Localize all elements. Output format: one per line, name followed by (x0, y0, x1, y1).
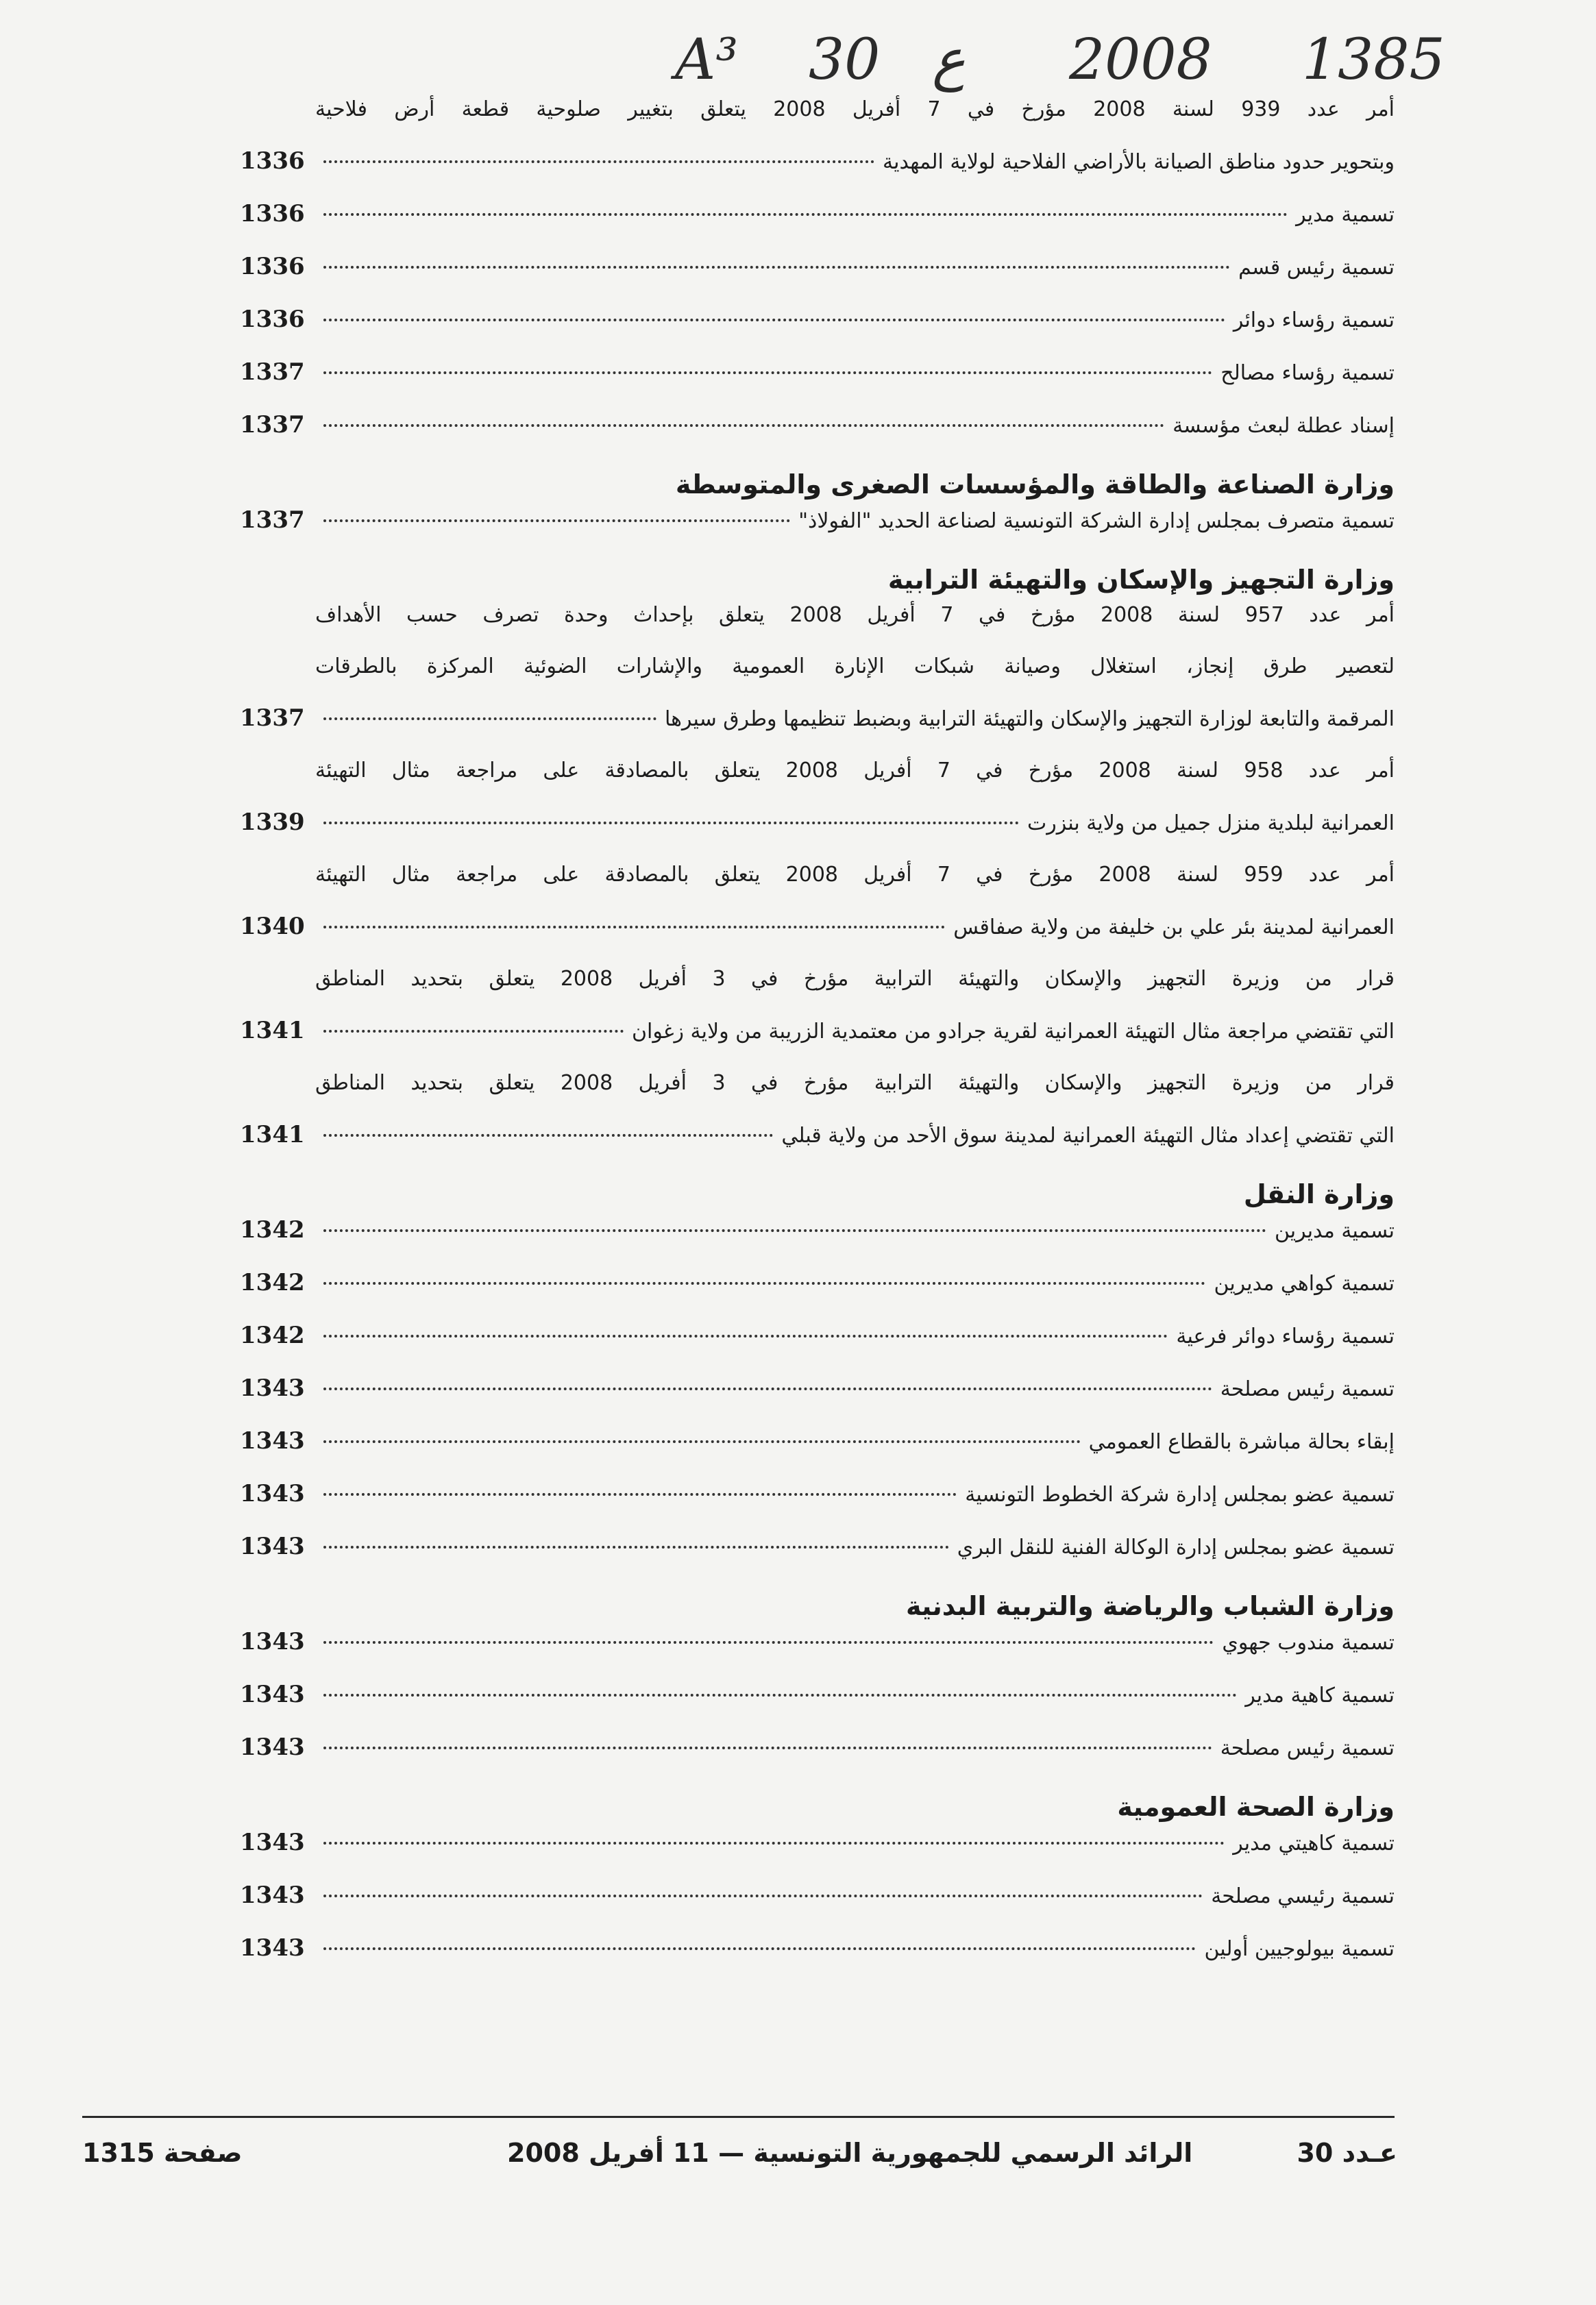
toc-page-number: 1343 (240, 1628, 305, 1655)
toc-entry (240, 1880, 1395, 1912)
toc-entry-text: تسمية بيولوجيين أولين (1204, 1937, 1395, 1961)
toc-entry-text: لتعصير طرق إنجاز، استغلال وصيانة شبكات الإنارة العمومية والإشارات الضوئية المركزة بالطرقات (315, 654, 1395, 678)
toc-page-number: 1343 (240, 1427, 305, 1455)
dot-leader (323, 371, 1212, 374)
toc-entry (240, 1479, 1395, 1510)
toc-entry-text: أمر عدد 939 لسنة 2008 مؤرخ في 7 أفريل 2008 يتعلق بتغيير صلوحية قطعة أرض فلاحية (315, 97, 1395, 121)
toc-page-number: 1336 (240, 147, 305, 175)
toc-entry (240, 1827, 1395, 1859)
toc-page-number: 1337 (240, 411, 305, 439)
dot-leader (323, 822, 1019, 824)
toc-entry-text: إبقاء بحالة مباشرة بالقطاع العمومي (1088, 1430, 1395, 1454)
toc-entry (240, 1120, 1395, 1151)
handwritten-year: 2008 (1069, 27, 1212, 93)
toc-entry (240, 410, 1395, 441)
dot-leader (323, 1440, 1081, 1443)
toc-page-number: 1341 (240, 1017, 305, 1044)
toc-entry-line (240, 95, 1395, 125)
toc-page-number: 1343 (240, 1734, 305, 1761)
toc-entry (240, 1268, 1395, 1299)
table-of-contents (240, 95, 1395, 1986)
toc-page-number: 1341 (240, 1121, 305, 1148)
toc-entry-text: تسمية مدير (1296, 203, 1395, 227)
toc-entry-text: قرار من وزيرة التجهيز والإسكان والتهيئة الترابية مؤرخ في 3 أفريل 2008 يتعلق بتحديد المناطق (315, 1071, 1395, 1095)
toc-page-number: 1343 (240, 1882, 305, 1909)
toc-page-number: 1343 (240, 1681, 305, 1708)
toc-entry-text: تسمية رؤساء دوائر فرعية (1176, 1324, 1395, 1348)
toc-entry-text: تسمية كاهيتي مدير (1233, 1832, 1395, 1856)
toc-entry (240, 1320, 1395, 1352)
dot-leader (323, 1546, 949, 1549)
dot-leader (323, 1842, 1225, 1845)
toc-entry (240, 807, 1395, 839)
toc-entry-text: تسمية كواهي مديرين (1214, 1272, 1395, 1296)
toc-entry-text: قرار من وزيرة التجهيز والإسكان والتهيئة الترابية مؤرخ في 3 أفريل 2008 يتعلق بتحديد المناطق (315, 967, 1395, 991)
toc-entry (240, 1627, 1395, 1658)
toc-entry (240, 703, 1395, 735)
toc-entry-text: إسناد عطلة لبعث مؤسسة (1173, 414, 1395, 438)
toc-entry (240, 1933, 1395, 1964)
ministry-heading: وزارة التجهيز والإسكان والتهيئة الترابية (887, 565, 1395, 595)
dot-leader (323, 1641, 1214, 1644)
dot-leader (323, 424, 1164, 427)
footer-issue: عـدد 30 (1297, 2138, 1397, 2168)
ministry-heading: وزارة الصحة العمومية (1117, 1792, 1395, 1822)
toc-entry (240, 199, 1395, 230)
toc-entry (240, 911, 1395, 943)
toc-entry (240, 357, 1395, 389)
ministry-heading: وزارة النقل (1243, 1179, 1395, 1209)
ministry-heading: وزارة الشباب والرياضة والتربية البدنية (905, 1591, 1395, 1621)
toc-entry-line (240, 652, 1395, 682)
handwritten-ref: A³ (675, 27, 739, 93)
dot-leader (323, 1694, 1237, 1697)
toc-page-number: 1343 (240, 1829, 305, 1856)
toc-page-number: 1336 (240, 306, 305, 333)
footer-page-number: صفحة 1315 (82, 2138, 243, 2168)
toc-entry (240, 1426, 1395, 1457)
handwritten-number: 30 (809, 27, 881, 93)
toc-entry (240, 1679, 1395, 1711)
dot-leader (323, 519, 790, 522)
toc-entry-text: تسمية عضو بمجلس إدارة الوكالة الفنية للنقل البري (957, 1536, 1395, 1560)
toc-entry-text: تسمية رؤساء دوائر (1233, 308, 1395, 332)
toc-page-number: 1342 (240, 1216, 305, 1244)
toc-page-number: 1343 (240, 1934, 305, 1962)
toc-entry-line (240, 1068, 1395, 1098)
toc-entry-line (240, 860, 1395, 890)
toc-page-number: 1343 (240, 1533, 305, 1560)
dot-leader (323, 1335, 1168, 1338)
dot-leader (323, 266, 1230, 269)
dot-leader (323, 160, 874, 163)
dot-leader (323, 1282, 1205, 1285)
toc-entry-text: تسمية كاهية مدير (1245, 1684, 1395, 1708)
dot-leader (323, 717, 656, 720)
footer-divider (82, 2116, 1395, 2118)
toc-entry-text: العمرانية لمدينة بئر علي بن خليفة من ولاية صفاقس (953, 915, 1395, 939)
toc-entry-text: تسمية رئيس مصلحة (1220, 1736, 1395, 1760)
toc-entry-text: تسمية عضو بمجلس إدارة شركة الخطوط التونسية (965, 1483, 1395, 1507)
toc-entry-text: العمرانية لبلدية منزل جميل من ولاية بنزرت (1027, 811, 1395, 835)
dot-leader (323, 1947, 1196, 1950)
dot-leader (323, 1030, 624, 1033)
toc-entry (240, 1732, 1395, 1764)
toc-entry-text: التي تقتضي إعداد مثال التهيئة العمرانية لمدينة سوق الأحد من ولاية قبلي (781, 1124, 1395, 1148)
toc-page-number: 1337 (240, 506, 305, 534)
dot-leader (323, 1229, 1266, 1232)
toc-page-number: 1342 (240, 1269, 305, 1296)
dot-leader (323, 213, 1288, 216)
toc-entry-text: أمر عدد 957 لسنة 2008 مؤرخ في 7 أفريل 2008 يتعلق بإحداث وحدة تصرف حسب الأهداف (315, 603, 1395, 627)
toc-entry-text: تسمية رئيس مصلحة (1220, 1377, 1395, 1401)
toc-entry (240, 1215, 1395, 1246)
dot-leader (323, 1895, 1203, 1897)
toc-entry-text: وبتحوير حدود مناطق الصيانة بالأراضي الفلاحية لولاية المهدية (883, 150, 1395, 174)
toc-entry-text: تسمية مندوب جهوي (1222, 1631, 1395, 1655)
toc-page-number: 1340 (240, 913, 305, 940)
handwritten-letter: ع (932, 27, 966, 93)
toc-page-number: 1337 (240, 358, 305, 386)
toc-entry-text: أمر عدد 959 لسنة 2008 مؤرخ في 7 أفريل 2008 يتعلق بالمصادقة على مراجعة مثال التهيئة (315, 863, 1395, 887)
dot-leader (323, 319, 1225, 321)
toc-entry-text: أمر عدد 958 لسنة 2008 مؤرخ في 7 أفريل 2008 يتعلق بالمصادقة على مراجعة مثال التهيئة (315, 759, 1395, 782)
toc-entry (240, 304, 1395, 336)
toc-entry-text: تسمية رئيس قسم (1238, 256, 1395, 280)
dot-leader (323, 1747, 1212, 1749)
toc-entry-text: المرقمة والتابعة لوزارة التجهيز والإسكان والتهيئة الترابية وبضبط تنظيمها وطرق سيرها (665, 707, 1395, 731)
toc-entry-text: تسمية مديرين (1274, 1219, 1395, 1243)
dot-leader (323, 926, 945, 928)
toc-entry (240, 505, 1395, 537)
dot-leader (323, 1493, 957, 1496)
toc-page-number: 1336 (240, 200, 305, 227)
dot-leader (323, 1134, 773, 1137)
toc-entry-text: تسمية رؤساء مصالح (1220, 361, 1395, 385)
toc-entry (240, 1373, 1395, 1405)
dot-leader (323, 1388, 1212, 1390)
handwritten-annotation (0, 14, 1596, 96)
footer-title: الرائد الرسمي للجمهورية التونسية — 11 أفريل 2008 (507, 2138, 1193, 2168)
toc-entry (240, 146, 1395, 177)
toc-entry-text: تسمية متصرف بمجلس إدارة الشركة التونسية لصناعة الحديد "الفولاذ" (798, 509, 1395, 533)
toc-entry-text: التي تقتضي مراجعة مثال التهيئة العمرانية لقرية جرادو من معتمدية الزريبة من ولاية زغوان (631, 1020, 1395, 1044)
toc-entry-text: تسمية رئيسي مصلحة (1211, 1884, 1395, 1908)
toc-page-number: 1343 (240, 1480, 305, 1507)
toc-entry-line (240, 756, 1395, 786)
handwritten-page: 1385 (1302, 27, 1445, 93)
toc-entry (240, 1531, 1395, 1563)
toc-page-number: 1339 (240, 809, 305, 836)
ministry-heading: وزارة الصناعة والطاقة والمؤسسات الصغرى والمتوسطة (675, 469, 1395, 500)
toc-entry-line (240, 964, 1395, 994)
toc-entry-line (240, 600, 1395, 630)
toc-page-number: 1337 (240, 704, 305, 732)
toc-entry (240, 1015, 1395, 1047)
toc-page-number: 1343 (240, 1375, 305, 1402)
toc-page-number: 1342 (240, 1322, 305, 1349)
toc-entry (240, 251, 1395, 283)
toc-page-number: 1336 (240, 253, 305, 280)
